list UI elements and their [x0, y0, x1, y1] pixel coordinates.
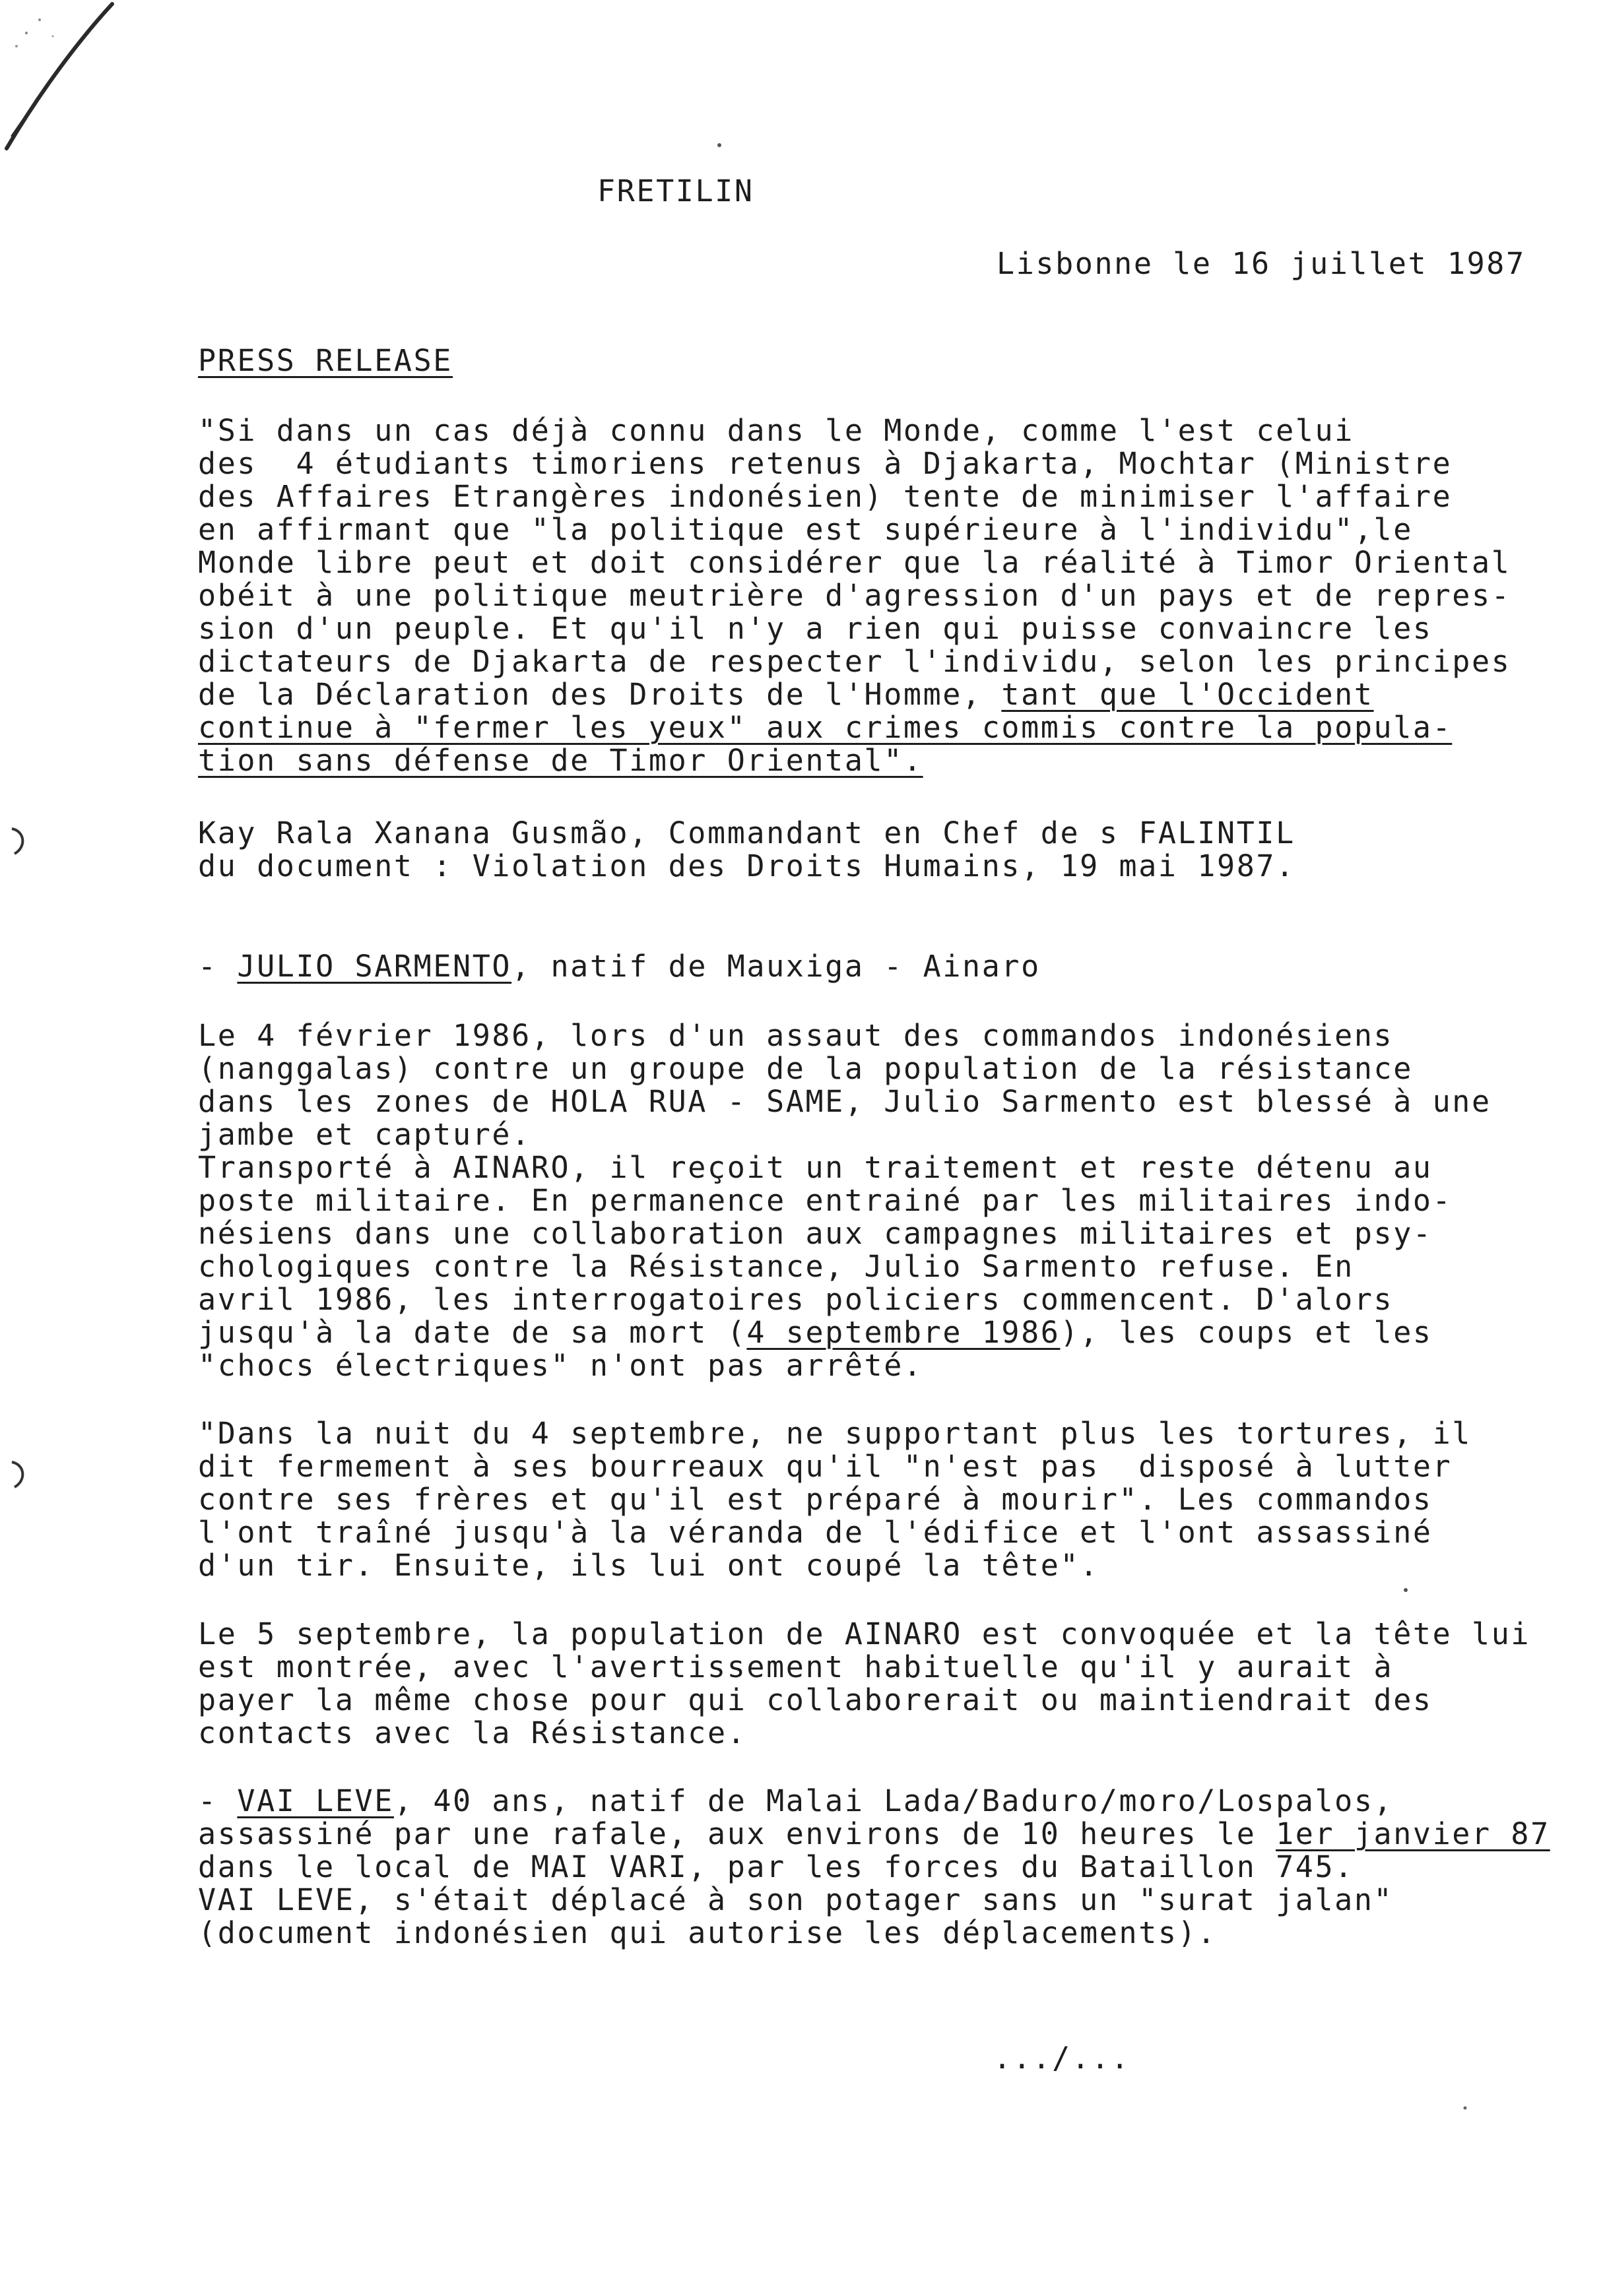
victim-name: JULIO SARMENTO — [237, 949, 512, 984]
text-line: en affirmant que "la politique est supérieure à l'individu",le — [198, 512, 1413, 547]
text-line: dans le local de MAI VARI, par les forces du Bataillon 745. — [198, 1849, 1354, 1884]
text-line: VAI LEVE, s'était déplacé à son potager sans un "surat jalan" — [198, 1882, 1394, 1917]
speck-mark — [1402, 1587, 1409, 1593]
text-run: - — [198, 949, 238, 984]
text-run: , natif de Mauxiga - Ainaro — [511, 949, 1041, 984]
case-heading — [198, 1785, 1393, 1818]
punch-hole-mark — [7, 1458, 33, 1491]
text-line: (document indonésien qui autorise les déplacements). — [198, 1915, 1217, 1950]
underlined-text-line: continue à "fermer les yeux" aux crimes commis contre la popula- — [198, 710, 1453, 745]
case-heading — [198, 950, 1041, 983]
text-line: poste militaire. En permanence entrainé par les militaires indo- — [198, 1183, 1453, 1218]
text-run: ), les coups et les — [1060, 1315, 1433, 1350]
text-line: des Affaires Etrangères indonésien) tente de minimiser l'affaire — [198, 479, 1453, 514]
text-run: - — [198, 1783, 238, 1818]
text-line: est montrée, avec l'avertissement habituelle qu'il y aurait à — [198, 1649, 1394, 1684]
victim-name: VAI LEVE — [237, 1783, 394, 1818]
text-line: Transporté à AINARO, il reçoit un traitement et reste détenu au — [198, 1150, 1433, 1185]
press-release-title: PRESS RELEASE — [198, 343, 453, 378]
text-line: dictateurs de Djakarta de respecter l'individu, selon les principes — [198, 644, 1511, 679]
text-run: , 40 ans, natif de Malai Lada/Baduro/moro/Lospalos, — [393, 1783, 1394, 1818]
text-run: assassiné par une rafale, aux environs de 10 heures le — [198, 1816, 1276, 1851]
underlined-text: tant que l'Occident — [1001, 677, 1374, 712]
text-line: contacts avec la Résistance. — [198, 1715, 747, 1750]
text-line — [198, 678, 1374, 711]
text-line: jambe et capturé. — [198, 1117, 531, 1152]
pen-stroke-mark — [0, 0, 132, 158]
text-line: sion d'un peuple. Et qu'il n'y a rien qui puisse convaincre les — [198, 611, 1433, 646]
underlined-date: 1er janvier 87 — [1276, 1816, 1550, 1851]
text-line: "Dans la nuit du 4 septembre, ne supportant plus les tortures, il — [198, 1416, 1472, 1451]
text-line: payer la même chose pour qui collaborerait ou maintiendrait des — [198, 1682, 1433, 1717]
underlined-date: 4 septembre 1986 — [746, 1315, 1061, 1350]
attribution-line: du document : Violation des Droits Humains, 19 mai 1987. — [198, 848, 1295, 883]
text-line: "chocs électriques" n'ont pas arrêté. — [198, 1348, 923, 1383]
text-line: contre ses frères et qu'il est préparé à mourir". Les commandos — [198, 1482, 1433, 1517]
text-line: d'un tir. Ensuite, ils lui ont coupé la tête". — [198, 1548, 1099, 1583]
text-line: dit fermement à ses bourreaux qu'il "n'est pas disposé à lutter — [198, 1449, 1453, 1484]
text-line: nésiens dans une collaboration aux campagnes militaires et psy- — [198, 1216, 1433, 1251]
text-line: avril 1986, les interrogatoires policiers commencent. D'alors — [198, 1282, 1394, 1317]
text-run: de la Déclaration des Droits de l'Homme, — [198, 677, 1002, 712]
text-line: chologiques contre la Résistance, Julio Sarmento refuse. En — [198, 1249, 1354, 1284]
text-line: dans les zones de HOLA RUA - SAME, Julio Sarmento est blessé à une — [198, 1084, 1491, 1119]
speck-mark — [1462, 2105, 1468, 2111]
continuation-mark: .../... — [993, 2041, 1130, 2076]
text-run: jusqu'à la date de sa mort ( — [198, 1315, 747, 1350]
text-line: l'ont traîné jusqu'à la véranda de l'édifice et l'ont assassiné — [198, 1515, 1433, 1550]
text-line: Monde libre peut et doit considérer que la réalité à Timor Oriental — [198, 545, 1511, 580]
underlined-text-line: tion sans défense de Timor Oriental". — [198, 743, 923, 778]
text-line: "Si dans un cas déjà connu dans le Monde, comme l'est celui — [198, 413, 1354, 448]
text-line: Le 4 février 1986, lors d'un assaut des commandos indonésiens — [198, 1018, 1394, 1053]
text-line: des 4 étudiants timoriens retenus à Djakarta, Mochtar (Ministre — [198, 446, 1453, 481]
text-line — [198, 1316, 1433, 1349]
text-line: (nanggalas) contre un groupe de la population de la résistance — [198, 1051, 1413, 1086]
speck-mark — [716, 142, 723, 148]
organization-name: FRETILIN — [597, 174, 754, 208]
attribution-line: Kay Rala Xanana Gusmão, Commandant en Chef de s FALINTIL — [198, 815, 1295, 850]
text-line: obéit à une politique meutrière d'agression d'un pays et de repres- — [198, 578, 1511, 613]
place-date: Lisbonne le 16 juillet 1987 — [997, 246, 1526, 281]
text-line — [198, 1818, 1550, 1851]
text-line: Le 5 septembre, la population de AINARO est convoquée et la tête lui — [198, 1616, 1531, 1651]
punch-hole-mark — [7, 825, 33, 858]
